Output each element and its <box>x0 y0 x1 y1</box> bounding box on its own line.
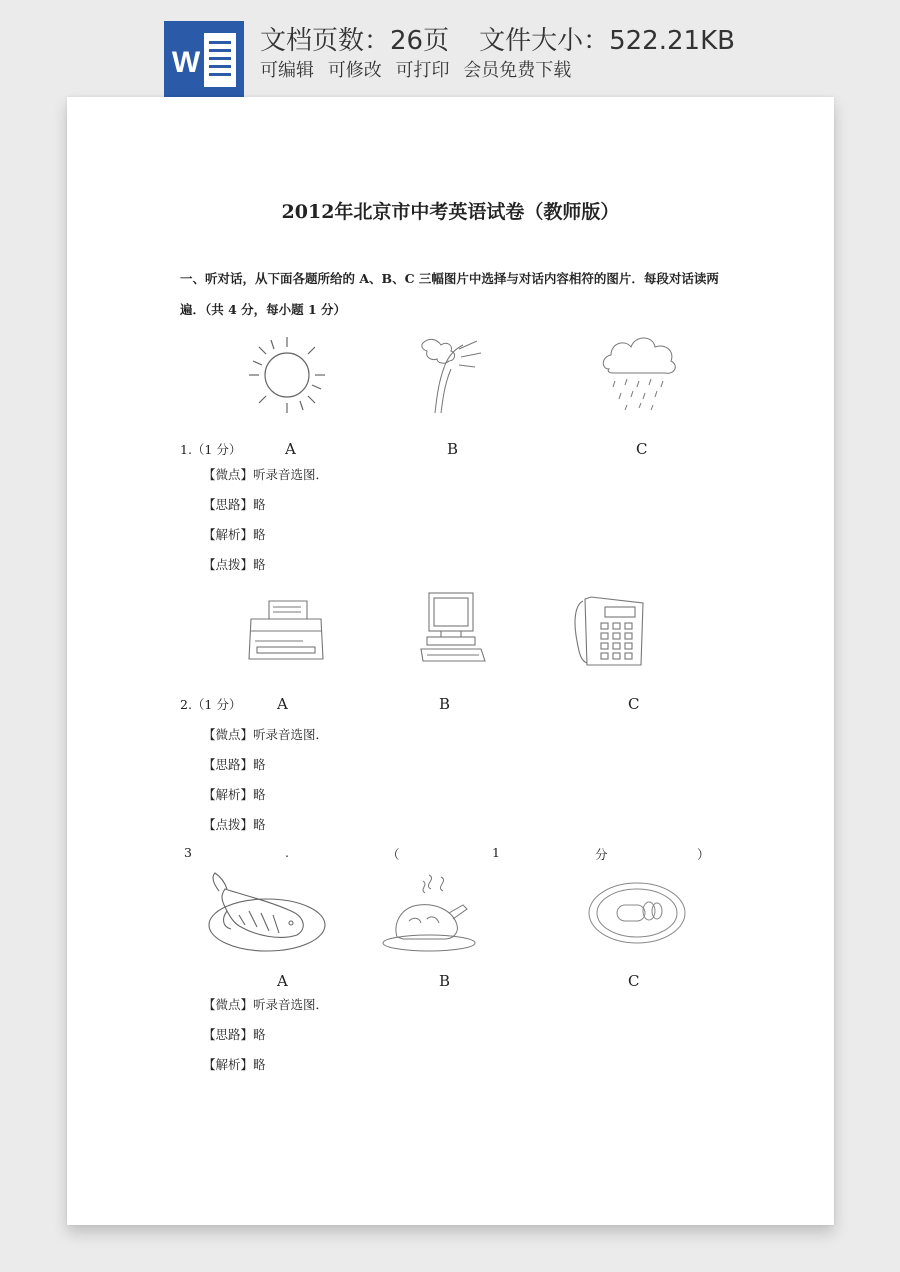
question-2-note-tip: 【点拨】略 <box>203 817 266 832</box>
question-1-note-point: 【微点】听录音选图． <box>203 467 329 482</box>
file-size: 文件大小：522.21KB <box>479 26 735 56</box>
fish-plate-picture <box>205 871 329 957</box>
question-1-option-a: A <box>285 440 296 458</box>
question-1-note-approach: 【思路】略 <box>203 497 266 512</box>
feature-member-download: 会员免费下载 <box>463 60 572 81</box>
question-2-option-a: A <box>277 695 288 713</box>
page-count: 文档页数：26页 <box>260 26 450 56</box>
question-3-option-b: B <box>439 972 451 990</box>
question-1-note-tip: 【点拨】略 <box>203 557 266 572</box>
feature-modifiable: 可修改 <box>327 60 382 81</box>
question-1-option-c: C <box>636 440 648 458</box>
document-title: 2012年北京市中考英语试卷（教师版） <box>281 201 620 223</box>
question-3-option-a: A <box>277 972 288 990</box>
question-3-score: 1 <box>492 845 500 860</box>
windy-tree-picture <box>415 335 485 415</box>
roast-chicken-picture <box>379 871 479 955</box>
question-3-note-analysis: 【解析】略 <box>203 1057 266 1072</box>
question-2-option-c: C <box>628 695 640 713</box>
feature-printable: 可打印 <box>395 60 450 81</box>
egg-plate-picture <box>587 877 687 947</box>
document-page <box>67 97 834 1225</box>
section-heading: 一、听对话，从下面各题所给的 A、B、C 三幅图片中选择与对话内容相符的图片．每段对话读两遍．（共 4 分，每小题 1 分） <box>180 271 719 317</box>
question-3-note-point: 【微点】听录音选图． <box>203 997 329 1012</box>
question-3-score-unit: 分 <box>595 847 608 862</box>
feature-editable: 可编辑 <box>260 60 314 81</box>
question-2-note-analysis: 【解析】略 <box>203 787 266 802</box>
question-3-open-paren: （ <box>387 847 400 862</box>
question-2-note-approach: 【思路】略 <box>203 757 266 772</box>
question-1-number: 1.（1 分） <box>180 442 242 457</box>
computer-picture <box>419 591 487 669</box>
question-2-option-b: B <box>439 695 451 713</box>
question-3-close-paren: ） <box>697 847 710 862</box>
download-header <box>0 0 900 100</box>
fax-printer-picture <box>245 597 327 667</box>
sun-picture <box>245 335 329 415</box>
rain-cloud-picture <box>599 329 679 411</box>
file-info <box>260 20 735 57</box>
question-3-number: 3 <box>184 845 192 860</box>
word-document-icon <box>164 21 244 97</box>
feature-list <box>260 56 579 82</box>
question-3-dot: . <box>285 845 289 860</box>
question-3-note-approach: 【思路】略 <box>203 1027 266 1042</box>
question-3-option-c: C <box>628 972 640 990</box>
question-1-note-analysis: 【解析】略 <box>203 527 266 542</box>
question-2-number: 2.（1 分） <box>180 697 242 712</box>
question-1-option-b: B <box>447 440 459 458</box>
question-2-note-point: 【微点】听录音选图． <box>203 727 329 742</box>
telephone-picture <box>571 591 647 669</box>
word-icon-letter: W <box>171 46 201 79</box>
